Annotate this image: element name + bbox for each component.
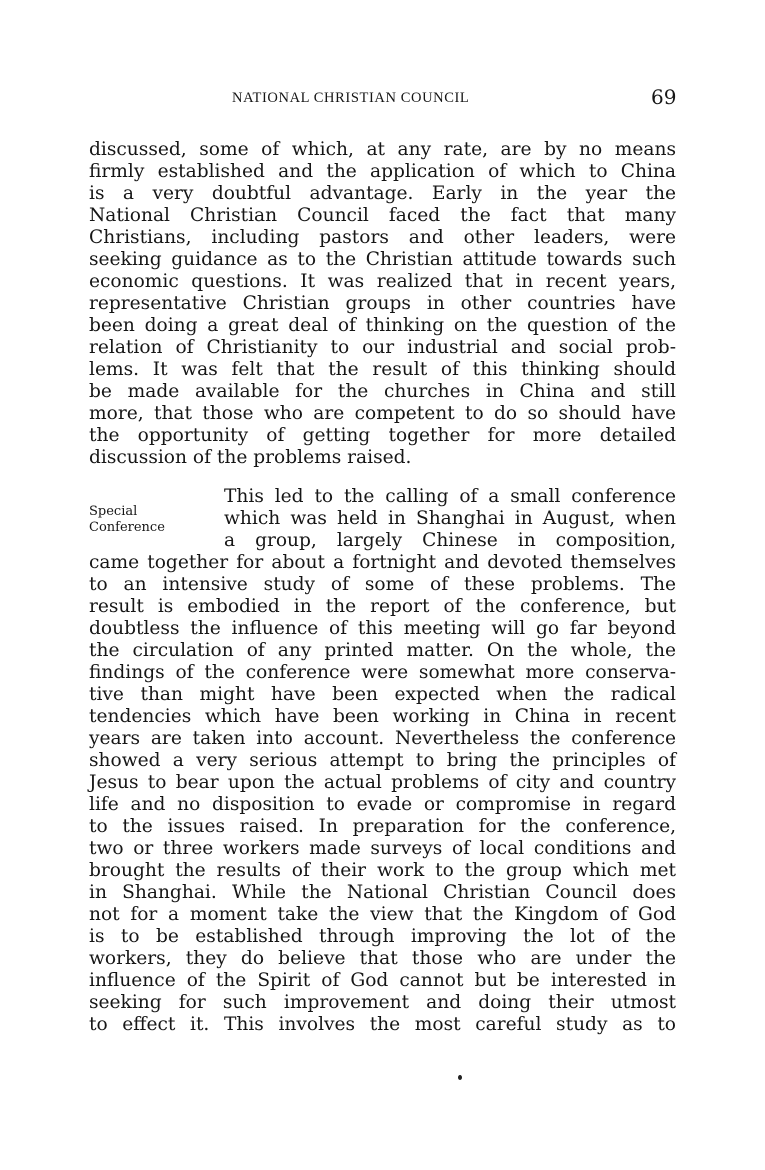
- body-line: showed a very serious attempt to bring the principles of: [89, 750, 676, 771]
- body-line: years are taken into account. Nevertheless the conference: [89, 728, 676, 749]
- body-line: discussion of the problems raised.: [89, 447, 412, 468]
- body-line: came together for about a fortnight and devoted themselves: [89, 552, 676, 573]
- body-line: is a very doubtful advantage. Early in the year the: [89, 183, 676, 204]
- body-line: not for a moment take the view that the Kingdom of God: [89, 904, 676, 925]
- body-line: tendencies which have been working in China in recent: [89, 706, 676, 727]
- body-line: been doing a great deal of thinking on the question of the: [89, 315, 676, 336]
- body-line: Jesus to bear upon the actual problems of city and country: [89, 772, 676, 793]
- page-number: 69: [651, 85, 677, 109]
- body-line: two or three workers made surveys of local conditions and: [89, 838, 676, 859]
- body-line: findings of the conference were somewhat more conserva-: [89, 662, 676, 683]
- body-line: seeking guidance as to the Christian attitude towards such: [89, 249, 676, 270]
- body-line: a group, largely Chinese in composition,: [224, 530, 676, 551]
- body-line: tive than might have been expected when the radical: [89, 684, 676, 705]
- body-line: economic questions. It was realized that in recent years,: [89, 271, 676, 292]
- running-title: NATIONAL CHRISTIAN COUNCIL: [232, 90, 470, 106]
- body-line: be made available for the churches in China and still: [89, 381, 676, 402]
- body-line: in Shanghai. While the National Christian Council does: [89, 882, 676, 903]
- body-line: more, that those who are competent to do so should have: [89, 403, 676, 424]
- body-line: brought the results of their work to the group which met: [89, 860, 676, 881]
- body-line: This led to the calling of a small conference: [224, 486, 676, 507]
- body-line: life and no disposition to evade or compromise in regard: [89, 794, 676, 815]
- side-note-line-2: Conference: [89, 520, 165, 535]
- body-line: seeking for such improvement and doing their utmost: [89, 992, 676, 1013]
- body-line: is to be established through improving the lot of the: [89, 926, 676, 947]
- body-line: relation of Christianity to our industrial and social prob-: [89, 337, 676, 358]
- body-line: workers, they do believe that those who are under the: [89, 948, 676, 969]
- body-line: the circulation of any printed matter. On the whole, the: [89, 640, 676, 661]
- body-line: National Christian Council faced the fact that many: [89, 205, 676, 226]
- body-line: to an intensive study of some of these problems. The: [89, 574, 676, 595]
- body-line: influence of the Spirit of God cannot but be interested in: [89, 970, 676, 991]
- body-line: the opportunity of getting together for more detailed: [89, 425, 676, 446]
- body-line: doubtless the influence of this meeting will go far beyond: [89, 618, 676, 639]
- body-line: result is embodied in the report of the conference, but: [89, 596, 676, 617]
- body-line: to effect it. This involves the most careful study as to: [89, 1014, 676, 1035]
- print-mark: [458, 1075, 462, 1080]
- body-line: discussed, some of which, at any rate, are by no means: [89, 139, 676, 160]
- side-note-line-1: Special: [89, 504, 138, 519]
- body-line: firmly established and the application of which to China: [89, 161, 676, 182]
- body-line: representative Christian groups in other countries have: [89, 293, 676, 314]
- body-line: to the issues raised. In preparation for the conference,: [89, 816, 676, 837]
- body-line: Christians, including pastors and other leaders, were: [89, 227, 676, 248]
- body-line: which was held in Shanghai in August, when: [224, 508, 676, 529]
- body-line: lems. It was felt that the result of this thinking should: [89, 359, 676, 380]
